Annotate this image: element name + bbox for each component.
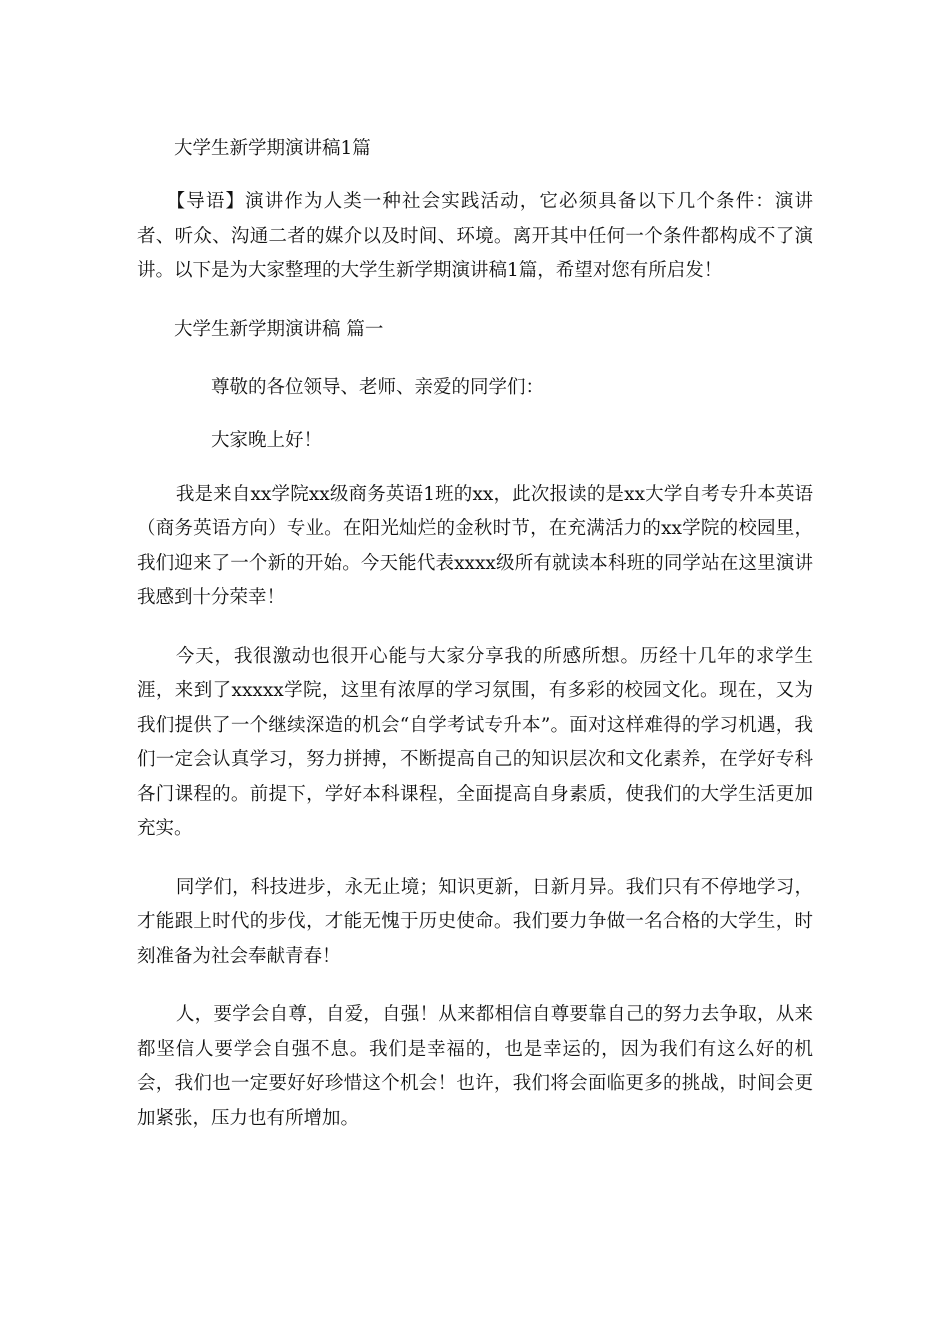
intro-paragraph: 【导语】演讲作为人类一种社会实践活动，它必须具备以下几个条件：演讲者、听众、沟通二者的媒介以及时间、环境。离开其中任何一个条件都构成不了演讲。以下是为大家整理的大学生新学期演讲稿1篇，希望对您有所启发！ xyxy=(137,191,813,281)
body-paragraph-4: 人，要学会自尊，自爱，自强！从来都相信自尊要靠自己的努力去争取，从来都坚信人要学会自强不息。我们是幸福的，也是幸运的，因为我们有这么好的机会，我们也一定要好好珍惜这个机会！也许，我们将会面临更多的挑战，时间会更加紧张，压力也有所增加。 xyxy=(137,1004,813,1129)
document-body xyxy=(137,132,813,1160)
body-paragraph-3: 同学们，科技进步，永无止境；知识更新，日新月异。我们只有不停地学习，才能跟上时代的步伐，才能无愧于历史使命。我们要力争做一名合格的大学生，时刻准备为社会奉献青春！ xyxy=(137,876,813,967)
body-paragraph-1: 我是来自xx学院xx级商务英语1班的xx，此次报读的是xx大学自考专升本英语（商务英语方向）专业。在阳光灿烂的金秋时节，在充满活力的xx学院的校园里，我们迎来了一个新的开始。今天能代表xxxx级所有就读本科班的同学站在这里演讲我感到十分荣幸！ xyxy=(137,483,813,608)
body-paragraph-2: 今天，我很激动也很开心能与大家分享我的所感所想。历经十几年的求学生涯，来到了xxxxx学院，这里有浓厚的学习氛围，有多彩的校园文化。现在，又为我们提供了一个继续深造的机会“自学考试专升本”。面对这样难得的学习机遇，我们一定会认真学习，努力拼搏，不断提高自己的知识层次和文化素养，在学好专科各门课程的。前提下，学好本科课程，全面提高自身素质，使我们的大学生活更加充实。 xyxy=(137,645,813,839)
section-title: 大学生新学期演讲稿 篇一 xyxy=(174,318,384,340)
salutation: 尊敬的各位领导、老师、亲爱的同学们： xyxy=(211,376,545,398)
document-title: 大学生新学期演讲稿1篇 xyxy=(174,138,371,159)
greeting: 大家晚上好！ xyxy=(211,430,323,451)
